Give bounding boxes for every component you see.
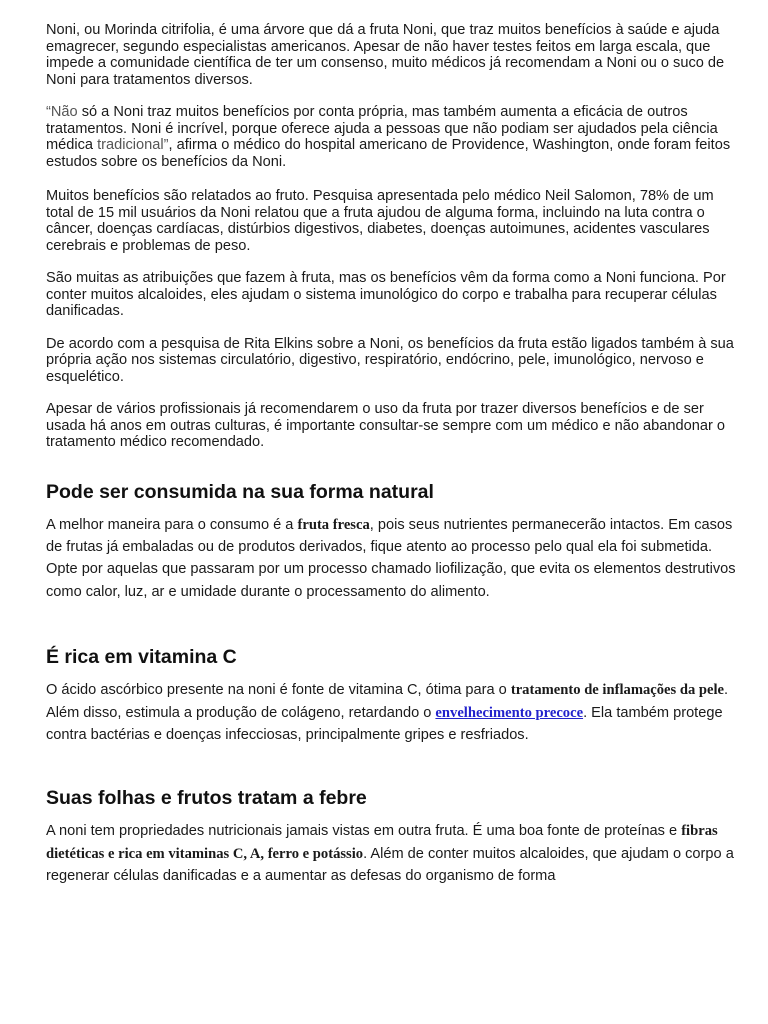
section-paragraph-natural-form [46,514,736,604]
quote-end-text: , afirma o médico do hospital americano de Providence, Washington, onde foram feitos estudos sobre os benefícios da Noni. [46,137,731,170]
article [46,22,736,888]
text-segment: . Além disso, estimula a produção de colágeno, retardando o [46,682,729,721]
benefits-paragraph: Muitos benefícios são relatados ao fruto. Pesquisa apresentada pelo médico Neil Salomon, 78% de um total de 15 mil usuários da Noni relatou que a fruta ajudou de alguma forma, incluindo na luta contra o câncer, doenças cardíacas, distúrbios digestivos, diabetes, doenças autoimunes, acidentes vasculares cerebrais e problemas de peso. [46,188,714,254]
bold-phrase: fibras dietéticas e rica em vitaminas C, A, ferro e potássio [46,823,718,862]
text-segment: , pois seus nutrientes permanecerão intactos. Em casos de frutas já embaladas ou de produtos derivados, fique atento ao processo pelo qual ela foi submetida. Opte por aquelas que passaram por um processo chamado liofilização, que evita os elementos destrutivos como calor, luz, ar e umidade durante o processamento do alimento. [46,516,736,600]
attributions-paragraph: São muitas as atribuições que fazem à fruta, mas os benefícios vêm da forma como a Noni funciona. Por conter muitos alcaloides, eles ajudam o sistema imunológico do corpo e trabalha para recuperar células danificadas. [46,270,726,319]
section-paragraph-fever [46,820,736,887]
text-segment: A noni tem propriedades nutricionais jamais vistas em outra fruta. É uma boa fonte de proteínas e [46,823,682,840]
quote-close-text: tradicional” [97,137,169,153]
research-paragraph: De acordo com a pesquisa de Rita Elkins sobre a Noni, os benefícios da fruta estão ligados também à sua própria ação nos sistemas circulatório, digestivo, respiratório, endócrino, pele, imunológico, nervoso e esquelético. [46,335,734,385]
quote-middle-text: só a Noni traz muitos benefícios por conta própria, mas também aumenta a eficácia de outros tratamentos. Noni é incrível, porque oferece ajuda a pessoas que não podiam ser ajudados pela ciência médica [46,104,718,153]
intro-paragraph: Noni, ou Morinda citrifolia, é uma árvore que dá a fruta Noni, que traz muitos benefícios à saúde e ajuda emagrecer, segundo especialistas americanos. Apesar de não haver testes feitos em larga escala, que impede a comunidade científica de ter um consenso, muito médicos já recomendam a Noni ou o suco de Noni para tratamentos diversos. [46,22,725,88]
bold-phrase: fruta fresca [297,516,370,533]
section-paragraph-vitamin-c [46,679,736,746]
section-heading-fever: Suas folhas e frutos tratam a febre [46,787,367,810]
recommendation-paragraph: Apesar de vários profissionais já recomendarem o uso da fruta por trazer diversos benefícios e de ser usada há anos em outras culturas, é importante consultar-se sempre com um médico e não abandonar o tratamento médico recomendado. [46,401,725,450]
bold-phrase: tratamento de inflamações da pele [510,682,725,699]
text-segment: A melhor maneira para o consumo é a [46,516,298,533]
quote-paragraph [46,104,736,170]
text-segment: . Ela também protege contra bactérias e doenças infecciosas, principalmente gripes e resfriados. [46,704,723,743]
text-segment: O ácido ascórbico presente na noni é fonte de vitamina C, ótima para o [46,682,511,699]
quote-open-text: “Não [46,104,78,120]
text-segment: . Além de conter muitos alcaloides, que ajudam o corpo a regenerar células danificadas e a aumentar as defesas do organismo de forma [46,845,734,885]
premature-aging-link[interactable]: envelhecimento precoce [435,704,584,721]
section-heading-natural-form: Pode ser consumida na sua forma natural [46,480,434,503]
section-heading-vitamin-c: É rica em vitamina C [46,646,237,669]
